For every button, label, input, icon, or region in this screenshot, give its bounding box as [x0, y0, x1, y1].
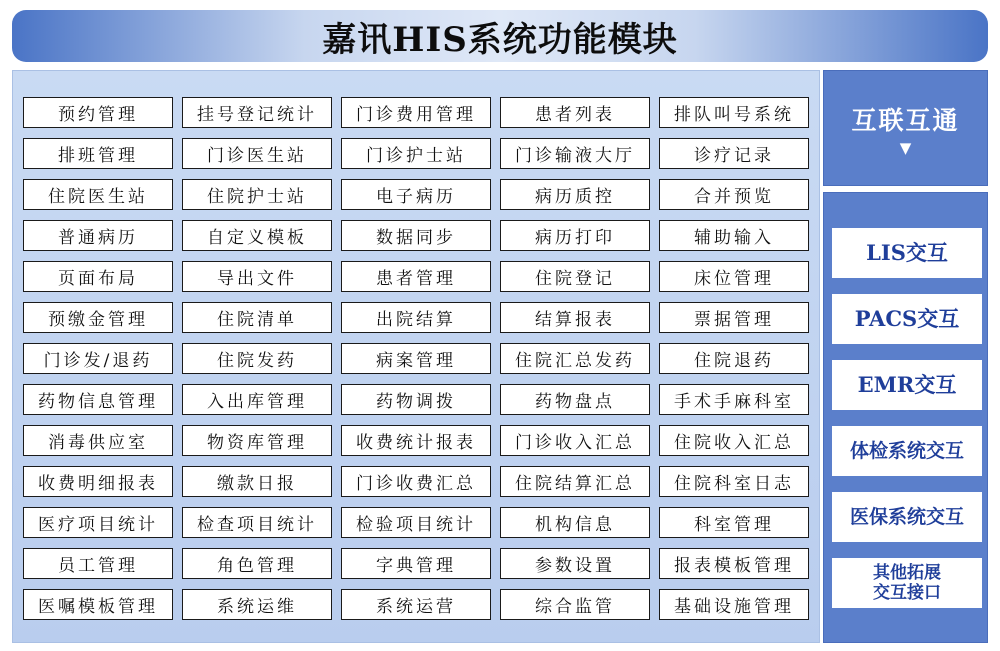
- module-box: 床位管理: [659, 261, 809, 292]
- module-box: 入出库管理: [182, 384, 332, 415]
- module-box: 报表模板管理: [659, 548, 809, 579]
- interconnect-item-label: LIS交互: [866, 240, 948, 266]
- module-box: 病历质控: [500, 179, 650, 210]
- module-box: 排班管理: [23, 138, 173, 169]
- module-box: 门诊费用管理: [341, 97, 491, 128]
- module-box: 检查项目统计: [182, 507, 332, 538]
- emr-interaction-box: [832, 360, 982, 410]
- module-box: 预约管理: [23, 97, 173, 128]
- module-box: 患者列表: [500, 97, 650, 128]
- module-box: 门诊护士站: [341, 138, 491, 169]
- module-box: 系统运维: [182, 589, 332, 620]
- module-box: 普通病历: [23, 220, 173, 251]
- module-box: 住院清单: [182, 302, 332, 333]
- module-box: 科室管理: [659, 507, 809, 538]
- module-box: 检验项目统计: [341, 507, 491, 538]
- module-grid: [23, 97, 809, 620]
- module-box: 门诊发/退药: [23, 343, 173, 374]
- module-box: 住院登记: [500, 261, 650, 292]
- page-title: 嘉讯HIS系统功能模块: [322, 19, 678, 60]
- module-box: 住院医生站: [23, 179, 173, 210]
- module-box: 门诊收费汇总: [341, 466, 491, 497]
- module-box: 字典管理: [341, 548, 491, 579]
- title-banner: [12, 10, 988, 62]
- pacs-interaction-box: [832, 294, 982, 344]
- module-box: 住院发药: [182, 343, 332, 374]
- interconnect-item-label: EMR交互: [857, 372, 957, 398]
- module-box: 综合监管: [500, 589, 650, 620]
- module-box: 辅助输入: [659, 220, 809, 251]
- module-box: 合并预览: [659, 179, 809, 210]
- module-box: 自定义模板: [182, 220, 332, 251]
- interconnect-item-label: 交互接口: [873, 583, 941, 603]
- module-box: 门诊收入汇总: [500, 425, 650, 456]
- module-box: 参数设置: [500, 548, 650, 579]
- interconnect-panel: [823, 192, 988, 643]
- module-box: 住院结算汇总: [500, 466, 650, 497]
- module-box: 结算报表: [500, 302, 650, 333]
- module-box: 缴款日报: [182, 466, 332, 497]
- module-box: 患者管理: [341, 261, 491, 292]
- module-box: 病历打印: [500, 220, 650, 251]
- module-box: 机构信息: [500, 507, 650, 538]
- module-box: 住院退药: [659, 343, 809, 374]
- module-box: 员工管理: [23, 548, 173, 579]
- interconnect-item-label: PACS交互: [854, 306, 960, 332]
- module-box: 角色管理: [182, 548, 332, 579]
- module-box: 票据管理: [659, 302, 809, 333]
- interconnect-item-label: 其他拓展: [873, 562, 941, 583]
- module-panel: [12, 70, 820, 643]
- module-box: 住院收入汇总: [659, 425, 809, 456]
- medical-insurance-interaction-box: [832, 492, 982, 542]
- module-box: 电子病历: [341, 179, 491, 210]
- module-box: 住院护士站: [182, 179, 332, 210]
- interconnect-item-label: 体检系统交互: [849, 439, 964, 462]
- module-box: 门诊医生站: [182, 138, 332, 169]
- lis-interaction-box: [832, 228, 982, 278]
- module-box: 医嘱模板管理: [23, 589, 173, 620]
- module-box: 手术手麻科室: [659, 384, 809, 415]
- module-box: 药物盘点: [500, 384, 650, 415]
- module-box: 收费统计报表: [341, 425, 491, 456]
- interconnect-item-label: 医保系统交互: [849, 505, 964, 528]
- interconnect-header: [823, 70, 988, 186]
- module-box: 诊疗记录: [659, 138, 809, 169]
- module-box: 页面布局: [23, 261, 173, 292]
- module-box: 门诊输液大厅: [500, 138, 650, 169]
- module-box: 物资库管理: [182, 425, 332, 456]
- module-box: 出院结算: [341, 302, 491, 333]
- physical-exam-interaction-box: [832, 426, 982, 476]
- other-extension-interface-box: [832, 558, 982, 608]
- module-box: 预缴金管理: [23, 302, 173, 333]
- down-arrow-icon: ▼: [899, 138, 912, 157]
- module-box: 基础设施管理: [659, 589, 809, 620]
- module-box: 住院汇总发药: [500, 343, 650, 374]
- module-box: 收费明细报表: [23, 466, 173, 497]
- module-box: 消毒供应室: [23, 425, 173, 456]
- module-box: 药物调拨: [341, 384, 491, 415]
- module-box: 挂号登记统计: [182, 97, 332, 128]
- module-box: 住院科室日志: [659, 466, 809, 497]
- module-box: 病案管理: [341, 343, 491, 374]
- module-box: 系统运营: [341, 589, 491, 620]
- module-box: 医疗项目统计: [23, 507, 173, 538]
- module-box: 数据同步: [341, 220, 491, 251]
- module-box: 排队叫号系统: [659, 97, 809, 128]
- module-box: 导出文件: [182, 261, 332, 292]
- module-box: 药物信息管理: [23, 384, 173, 415]
- interconnect-title: 互联互通: [851, 105, 960, 135]
